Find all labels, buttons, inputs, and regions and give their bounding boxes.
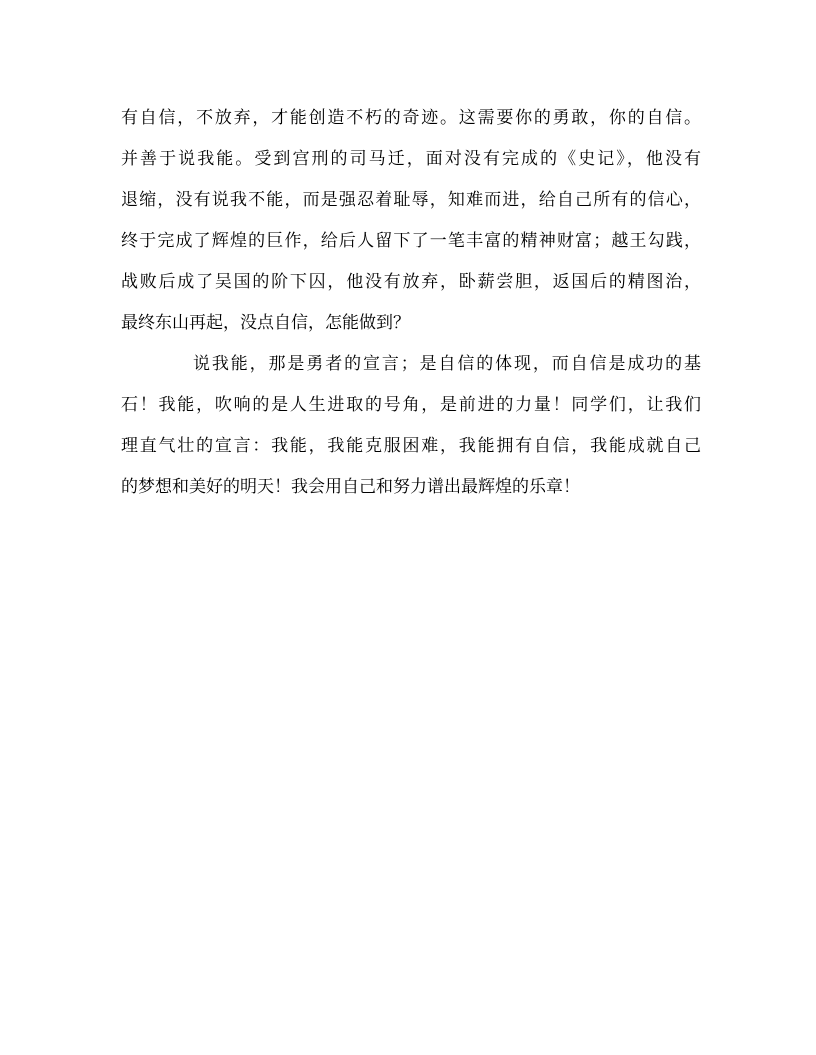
text-line: 的梦想和美好的明天！我会用自己和努力谱出最辉煌的乐章！ bbox=[121, 477, 580, 497]
paragraph-1 bbox=[121, 98, 701, 344]
paragraph-2 bbox=[121, 344, 701, 508]
text-line: 终于完成了辉煌的巨作，给后人留下了一笔丰富的精神财富；越王勾践， bbox=[121, 231, 701, 251]
text-line: 并善于说我能。受到宫刑的司马迁，面对没有完成的《史记》，他没有 bbox=[121, 149, 701, 169]
text-line: 战败后成了吴国的阶下囚，他没有放弃，卧薪尝胆，返国后的精图治， bbox=[121, 272, 701, 292]
text-line: 说我能，那是勇者的宣言；是自信的体现，而自信是成功的基 bbox=[193, 354, 701, 374]
text-line: 有自信，不放弃，才能创造不朽的奇迹。这需要你的勇敢，你的自信。 bbox=[121, 108, 701, 128]
text-line: 退缩，没有说我不能，而是强忍着耻辱，知难而进，给自己所有的信心， bbox=[121, 190, 701, 210]
text-line: 理直气壮的宣言：我能，我能克服困难，我能拥有自信，我能成就自己 bbox=[121, 436, 701, 456]
text-line: 石！我能，吹响的是人生进取的号角，是前进的力量！同学们，让我们 bbox=[121, 395, 701, 415]
document-body bbox=[121, 98, 701, 508]
text-line: 最终东山再起，没点自信，怎能做到？ bbox=[121, 313, 410, 333]
